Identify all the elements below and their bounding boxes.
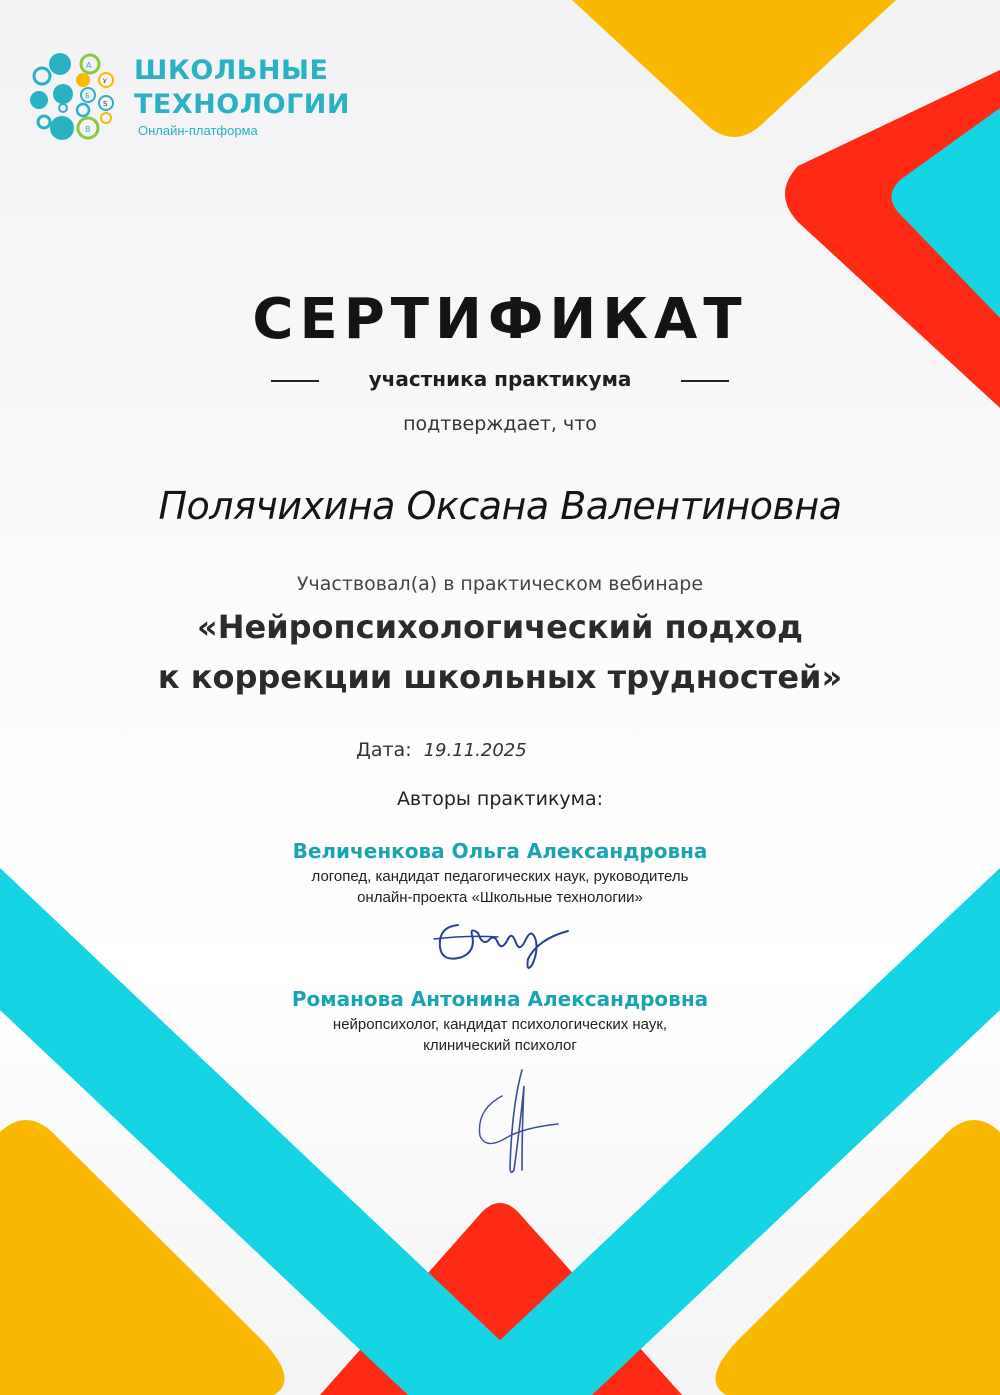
author-2-signature-icon — [462, 1066, 562, 1178]
author-1-role-line1: логопед, кандидат педагогических наук, руководитель — [311, 868, 689, 885]
date-row — [356, 736, 527, 765]
date-value: 19.11.2025 — [423, 740, 527, 761]
logo-title-line1: ШКОЛЬНЫЕ — [134, 55, 329, 86]
author-2-role-line2: клинический психолог — [423, 1037, 577, 1054]
date-label: Дата: — [356, 739, 412, 761]
subtitle-divider-right — [681, 380, 729, 382]
confirms-text: подтверждает, что — [403, 413, 597, 435]
participated-text: Участвовал(а) в практическом вебинаре — [296, 573, 704, 595]
logo-mark-letter: У — [103, 78, 107, 85]
author-2-name: Романова Антонина Александровна — [291, 987, 709, 1011]
webinar-title-line2: к коррекции школьных трудностей» — [157, 658, 843, 696]
author-2-role-line1: нейропсихолог, кандидат психологических наук, — [332, 1016, 668, 1033]
platform-logo — [28, 48, 351, 148]
logo-bubbles-icon — [28, 48, 128, 148]
participant-name: Полячихина Оксана Валентиновна — [158, 484, 842, 528]
logo-mark-letter: В — [85, 125, 91, 134]
logo-title-line2: ТЕХНОЛОГИИ — [134, 89, 351, 120]
logo-mark-letter: А — [86, 61, 92, 70]
logo-mark-letter: Б — [85, 92, 90, 100]
author-2-role — [0, 1014, 1000, 1056]
logo-mark-letter: S — [103, 100, 108, 108]
top-yellow-triangle — [572, 0, 896, 137]
logo-subtitle: Онлайн-платформа — [138, 123, 258, 138]
author-1-role-line2: онлайн-проекта «Школьные технологии» — [357, 889, 643, 906]
certificate-subtitle: участника практикума — [368, 367, 632, 391]
author-1-role — [0, 866, 1000, 908]
certificate-title: СЕРТИФИКАТ — [252, 287, 748, 352]
webinar-title — [0, 602, 1000, 702]
logo-title — [134, 54, 374, 122]
authors-label: Авторы практикума: — [396, 788, 604, 810]
webinar-title-line1: «Нейропсихологический подход — [197, 608, 803, 646]
author-1-signature-icon — [428, 905, 578, 975]
author-1-name: Величенкова Ольга Александровна — [292, 839, 708, 863]
